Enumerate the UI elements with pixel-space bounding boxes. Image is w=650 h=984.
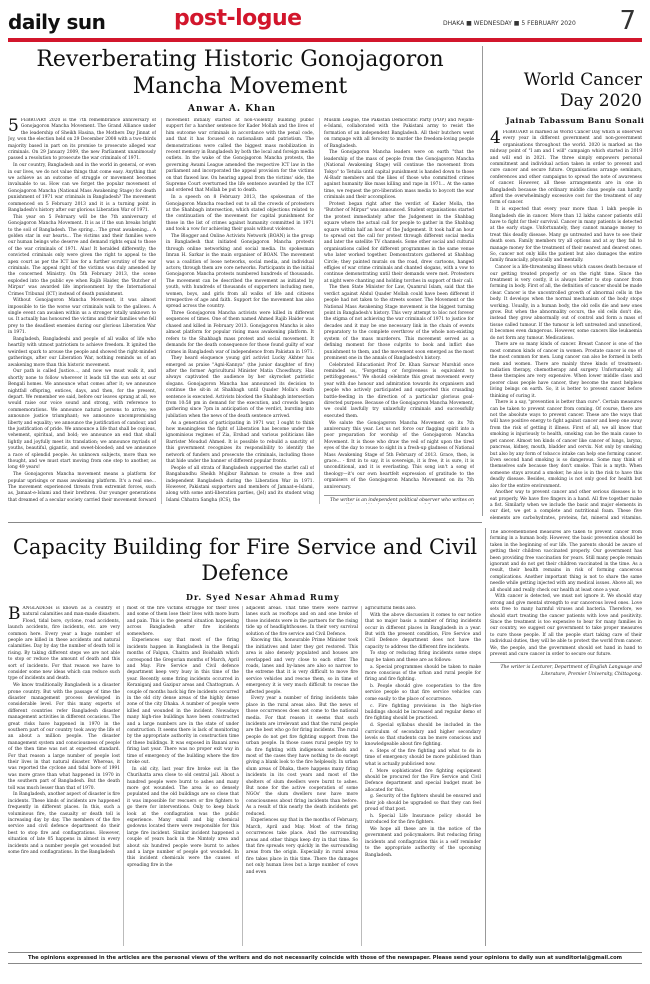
- article1-paragraph: Three Gonojagoron Mancha activists were killed in different sequences of times. One of them named Ahmed Rajib Haider was chased and killed in February 2013. Gonojagoron Mancha is also almost platform for popular rising mass awakening platform. It refers to the Shahbagh mass protest and social movement. It demands for the death consequence for those found guilty of war crimes in Bangladesh war of independence from Pakistan in 1971.: [166, 311, 314, 355]
- sidebar-writer-note: The writer is Lecturer, Department of English Language and Literature, Premier University, Chittagong.: [490, 662, 642, 677]
- article2-list-item: h. Special Life Insurance policy should be introduced for the fire fighters.: [365, 813, 481, 826]
- sidebar-paragraph: FEBRUARY is marked as World Cancer Day which is observed every year in different government and non-government organisations throughout the world. 2020 is marked as the midway point of "I am and I will" campaign which started in 2019 and will end in 2021. The three simply empowers personal commitment and individual action taken in order to prevent and cure cancer and secure future. Organisations arrange seminars, conferences and other campaigns to spread the note of awareness of cancer. However, all these arrangements are in one in Bangladesh because the ordinary middle class people can hardly afford the overwhelmingly excessive cost for the treatment of any form of cancer.: [490, 130, 642, 206]
- article2-list-item: f. More sophisticated fire fighting equipment should be procured for the Fire Service and Civil Defence department and special budget must be allocated for this.: [365, 768, 481, 793]
- article1-col3: [324, 118, 474, 504]
- article1-paragraph: The Gonojagoron Mancha movement means a platform for popular uprisings or mass awakening platform. It's a real one... The movement experienced threats from extremist forces, such as, Jamaat-e-Islami and their brethren. Our younger generations that dreamed of a secular society carried their movement forward: [8, 472, 156, 503]
- sidebar-byline: Jainab Tabassum Banu Sonali: [506, 116, 645, 125]
- sidebar-column-continued: [490, 530, 642, 946]
- article2-headline: Capacity Building for Fire Service and Civil Defence: [12, 535, 478, 585]
- sidebar-paragraph: There is a say, "prevention is better than cure". Certain measures can be taken to prevent cancer from coming. Of course, there are not the absolute ways to prevent cancer. These are the ways that will have positive energy to fight against cancer and keep one away from the risk of getting it illness. First of all, we all know that smoking is injuriously to health, smoking can be the main cause to get cancer. Almost ten kinds of cancer like cancer of lungs, larynx, pancreas, kidney, mouth, bladder and cervix. Not only by smoking but also by any form of tobacco intake can help one forming cancer. Even second hand smoking is so dangerous. Some may think of themselves safe because they don't smoke. This is a myth. When someone stays around a smoker, he also is in the risk to have this deadly disease. Besides, smoking is not only good for health but also for the entire environment.: [490, 400, 642, 489]
- article2-list-item: c. Fire fighting provisions in the high-rise buildings should be increased and regular demo of fire fighting should be practiced.: [365, 703, 481, 722]
- article2-paragraph: We know traditionally Bangladesh is a disaster prone country. But with the passage of time the disaster management process developed in considerable level. For this many experts of different countries refer Bangladesh disaster management activities in different occasions. The great risks have happened in 1970 in the southern part of our country took away the life of an about a million people. The disaster management system and consciousness of people of the then time was not at expected standard. For that reason a large number of people lost their lives in that natural disaster. Whereas, it was reported the cyclone and tidal bore of 1991 was more grave than what happened in 1970 in the southern part of Bangladesh. But the death toll was much lesser than that of 1970.: [8, 683, 120, 791]
- article1-col2: [166, 118, 314, 504]
- article2-paragraph: We hope all these are in the notice of the government and policymakers. But reducing firing incidents and conflagration this is a self reminder to the appropriate authority of the upcoming Bangladesh.: [365, 827, 481, 858]
- section-rule: [8, 522, 482, 523]
- article2-paragraph: ANGLADESH is known as a country of natural calamities and man-made disasters. Flood, tidal bore, cyclone, road accidents, launch accidents, fire incidents, etc. are very common here. Every year a huge number of people are killed in these accidents and natural calamities. Day by day the number of death toll is rising. By taking different steps we are not able to stop or reduce the amount of death and this sort of incidents. For that reason we have to consider some new ideas which can reduce such type of incidents and death.: [8, 606, 120, 682]
- masthead-rule: [8, 38, 642, 42]
- sidebar-paragraph: Another way to prevent cancer and other serious diseases is to eat properly. We have five fingers in a hand. All five together make a fist. Similarly when we include the basic and major elements in our diet, we get a complete and nutritional foam. These five elements are carbohydrates, proteins, fat, mineral and vitamins.: [490, 490, 642, 521]
- article1-paragraph: Protest began right after the verdict of Kader Molla, the "Butcher of Mirpur" was announced. Student organisations started the protest immediately after the Judgement in the Shahbag square where the actual call for people to gather in the Shahbag square within half an hour of the Judgement. It took half an hour to spread out the call for protest through different social media and later the satellite TV channels. Some other social and cultural organisations called for different programmes in the same venue who later worked together. Demonstrators gathered at Shahbag Circle; they painted murals on the road, drew cartoons, hanged effigies of war crime criminals and chanted slogans, with a vow to continue demonstrating until their demands were met. Protesters at night were chanting and holding torches in support of their call.: [324, 201, 474, 284]
- article1-paragraph: Bangladesh, Bangladeshi and people of all walks of life who heartily with utmost patriotism to achieve freedom. It ignited the weirdest spark to arouse the people and showed the right-minded gatherings, after our Liberation War, nothing reminds us of an awakening more than this historic movement.: [8, 337, 156, 368]
- article2-list-item: b. People should give cooperation to the fire service people so that fire service vehicles can come easily to the place of occurrence.: [365, 684, 481, 702]
- article1-paragraph: Muslim League, the Pakistan Democratic Party (PDP) and Nejam-e-Islami, collaborated with the Pakistani army to resist the formation of an independent Bangladesh. All their butchers went on rampage with all ferocity to murder the freedom-loving people of Bangladesh.: [324, 118, 474, 149]
- article2-paragraph: Every year a number of firing incidents take place in the rural areas also. But the news of those occurrences does not come to the national media. For that reason it seems that such incidents are irrelevant and that the rural people are the best who go for firing incidents. The rural people do not get fire fighting support from the urban people. In those cases rural people try to do fire fighting with indigenous methods and most of the cases they have nothing to do except giving a blank look to the fire helplessly. In urban slum areas of Dhaka, there happens many firing incidents in its cost years and most of the shelters of slum dwellers were burnt to ashes. But none for the active cooperation of some NGOs' the slum dwellers now have more consciousness about firing incidents than before. As a result of this nearly the death incidents get reduced.: [246, 696, 358, 817]
- article2-paragraph: In Bangladesh, another aspect of disaster is fire incidents. These kinds of incidents are happened frequently in different places. In this, such a voluminous fire, the casualty or death toll is increasing day by day. The members of the fire service and civil defence department do their best to stop fire and conflagrations. However, situation of late 05 happens in almost in every incidents and a number people get wounded but some fire and conflagrations. In the Bangladesh: [8, 792, 120, 856]
- article1-paragraph: The Blogger and Online Activists Network (BOAN) is the group in Bangladesh that initiated Gonojagoron Mancha protests through online networking and social media. Its spokesman Imran H. Sarkar is the main organiser of BOAN. The movement was a coalition of loose networks, social media, and individual actors; through them are core networks. Participants in the initial Gonojagoron Mancha protests numbered hundreds of thousands. The movement can be described the movement as initiated by youth, with hundreds of thousands of supporters including men, women, boys, and girls from all walks of life and citizens irrespective of age and faith. Support for the movement has also spread across the country.: [166, 233, 314, 310]
- article2-col3: [246, 606, 358, 946]
- article1-dropcap: 5: [8, 118, 19, 136]
- article1-paragraph: movement initially started at non-violently building public support for a harsher sentence for Kader Mollah and the lives of him outcome war criminals in accordance with the penal code, and that it has focused on nationalism and patriotism. The demonstrations were called the biggest mass mobilization in recent memory in Bangladesh by both the local and foreign media outlets. In the wake of the Gonojagoron Mancha protests, the governing Awami League amended the respective ICT law in the parliament and incorporated the appeal provision for the victims on that flawed law. On hearing appeal from the victims' side, the Supreme Court overturned the life sentence awarded by the ICT and ordered that Mollah be put to death.: [166, 118, 314, 194]
- article2-paragraph: Experiences say that in the months of February, March, April and May. Most of the firing occurrences take place. And the surrounding areas and other things keep dry in that time. So that fire spreads very quickly in the surrounding areas from the origin. Especially in rural areas fire takes place in this time. There the damages not only human lives but a large number of cows and even: [246, 818, 358, 875]
- article2-list-item: d. Special syllabus should be included in the curriculum of secondary and higher secondary levels so that students can be more conscious and knowledgeable about fire fighting.: [365, 723, 481, 748]
- article1-paragraph: People of all strata of Bangladesh supported the starlet call of Bangabandhu Sheikh Mujibur Rahman to create a free and independent Bangladesh during the Liberation War in 1971. However, Pakistani supporters and members of Jamaat-e-Islami, along with some anti-liberation parties, (JeI) and its student wing Islami Chhatra Sangha (ICS), the: [166, 465, 314, 503]
- article1-paragraph: FEBRUARY 2020 is the 7th remembrance anniversary of Gonojagoron Mancha Movement. The Grand Alliance under the leadership of Sheikh Hasina, the Mothers Day Jinnat of Joy, won the election held on 29 December 2008 with a two-thirds majority based in part on its promise to prosecute alleged war criminals. On 29 January 2009, the new Parliament unanimously passed a resolution to prosecute the war criminals of 1971.: [8, 118, 156, 162]
- article2-paragraph: adjacent areas. That time there were narrow lanes such as rooftops and on and one broke of those incidents were in the partners for the rising tide up of headlighthouses. In their very survival solution of the fire service and Civil Defence.: [246, 606, 358, 637]
- opinion-disclaimer: The opinions expressed in the articles are the personal views of the writers and do not necessarily coincide with those of the newspaper. Please send your opinions to daily sun at sunditorial@gmail.com: [8, 952, 642, 964]
- article2-paragraph: Knowing this, honourable Prime Minister took the initiatives and later they got restored. This area is also densely populated and houses are overlapped and very close to each other. The roads, lanes and by-lanes are also so narrow to the extreme that it is very difficult to move fire service vehicles and rescue them, so in time of emergency it is very much difficult to rescue the affected people.: [246, 638, 358, 695]
- article2-list-item: g. Security of the fighters should be ensured and their job should be upgraded so that they can feel proud of that post.: [365, 794, 481, 813]
- article2-byline: Dr. Syed Nesar Ahmad Rumy: [186, 592, 340, 602]
- article2-list-item: e. Steps of the fire fighting and what to do in time of emergency should be more publicised than what is actually publicised now.: [365, 749, 481, 767]
- sidebar-column: [490, 130, 642, 522]
- article1-headline: Reverberating Historic Gonojagoron Mancha Movement: [36, 47, 444, 99]
- article1-paragraph: In our country, Bangladesh and in the world in general, or even in our lives, we do not value things that come easy. Anything that we achieve as an outcome of struggle or movement becomes invaluable to us. How can we forget the popular movement of Gonojagoron Mancha (National Mass Awakening Stage) for death punishment of 1971 war criminals in Bangladesh? The movement commenced on 5 February 2013 and it is a turning point in Bangladesh's history after our glorious Liberation War of 1971.: [8, 163, 156, 213]
- article1-paragraph: The Gonojagoron Mancha leaders were on earth "that the leadership of the mass of people from the Gonojagoron Mancha (National Awakening Stage) will continue the movement from Tokyo" to Tetulia until capital punishment is handed down to those Al-Badr members and the likes of those who committed crimes against humanity like mass killing and rape in 1971... At the same time, we request the pro-liberation mass media to boycott the war criminals and their accomplices.: [324, 150, 474, 201]
- article2-dropcap: B: [8, 606, 21, 624]
- article2-col1: [8, 606, 120, 946]
- sidebar-dropcap: 4: [490, 130, 501, 148]
- sidebar-paragraph: Cancer is a life-threatening illness which causes death because of our getting treated properly or on the right time. Since the treatment is very costly, it is always better to stop cancer from forming in body. First of all, the definition of cancer should be made clear. Cancer is the uncontrolled growth of abnormal cells in the body. It develops when the normal mechanism of the body stops working. Usually, in a human body, the old cells die and new ones grow. But when the abnormality occurs, the old cells don't die, instead they grow abnormally out of control and form a mass of tissue called tumour. If the tumour is left untreated and unnoticed, it becomes even dangerous. However, some cancers like leukaemia do not form any tumour. Medications.: [490, 265, 642, 341]
- article2-col2: [127, 606, 239, 946]
- article1-col1: [8, 118, 156, 504]
- section-title: post-logue: [174, 6, 302, 31]
- page-number: 7: [619, 6, 636, 36]
- sidebar-divider: [485, 528, 486, 946]
- article1-paragraph: They heard eloquence young girl activist Lucky Akhter has emerged as praise "Agni-Kannya" (the junior daughter of fire) after the former Agricultural Minister Matia Chowdhury. Has always captivated the audience by her skyrocket patriotic slogans. Gonojagoron Mancha has announced its decision to continue the sit-in at Shahbagh until Quader Molla's death sentence is executed. Activists blocked the Shahbagh intersection from 10:58 pm in demand for the execution, and crowds began gathering since 7pm in anticipation of the verdict, bursting into jubilation when the news of the death sentence arrived.: [166, 356, 314, 419]
- column-divider: [242, 606, 243, 946]
- column-divider: [161, 118, 162, 504]
- article2-paragraph: most of the fire victims struggle for their lives and some of them lose their lives with more burn and pain. This is the general situation happening across Bangladesh after fire incidents somewhere.: [127, 606, 239, 637]
- article1-paragraph: Without Gonojagoron Mancha Movement, it was almost impossible to tie the worse war criminals walk to the gallows. A single event can awaken within us a stronger totally unknown to us. It actually has honoured the victims and their families who fell prey to the deadliest enemies during our glorious Liberation War in 1971.: [8, 298, 156, 336]
- sidebar-divider: [482, 46, 483, 516]
- article1-byline: Anwar A. Khan: [188, 104, 276, 114]
- column-divider: [319, 118, 320, 504]
- article1-paragraph: As a generation of participating in 1971 war, I ought to think how meaningless the fight of Liberation has become under the ignominious regimes of Zia, Ershad and various politicians like Barrister Moudud Ahmed. It is possible to rebuild a sanctity of this government recognizes its responsibility to identify the network of funders and prosecute the criminals, including those that hide under the banner of different popular fronts.: [166, 420, 314, 465]
- article1-paragraph: This year on 5 February will be the 7th anniversary of Gonojagoron Mancha Movement. It is as if the sun breaks bright to the soil of Bangladesh. The spring... The great awakening... A golden star in our hearts... The victims and their families were our human beings who deserve and demand rights equal to those of the war criminals of 1971. Alas! It heralded differently; the convicted criminals only were given the right to appeal to the apex court as per the ICT law for a further scrutiny of the war criminals. The appeal right of the victims was duly amended by the concerned Ministry. On 5th February 2013, the scene exploded into the public eye when Rajib Haider, the 'Butcher of Mirpur' was awarded life imprisonment by the International Crimes Tribunal (ICT) instead of death punishment.: [8, 214, 156, 297]
- article2-paragraph: In old city, last year fire broke out in the Churihatta area close to old central jail. About a hundred people were burnt to ashes and many more got wounded. The area is so densely populated and the old buildings are so close that it was impossible for rescuers or fire fighters to go there for interventions. Only to keep black look at the conflagration was the public experience. Many small and big chemical godowns located there were responsible for this large fire incident. Similar incident happened a couple of years back in the Nimtoly area and about six hundred people were burnt to ashes and a large number of people got wounded. In this incident chemicals were the causes of spreading fire in the: [127, 766, 239, 868]
- sidebar-paragraph: With cancer is detected, we must not ignore it. We should stay strong and give mental strength to our cancerous loved ones. Love sets free to many harmful viruses and bacteria. Therefore, we should start treating the cancer patients with love and positivity. Since the treatment is too expensive to bear for many families in our country, we suggest our government to take proper measures to cure those people. If all the people start taking care of their individual duties, they will be able to protect the world from cancer. We, the people, and the government should set hand in hand to prevent and cure cancer in order to secure our future.: [490, 594, 642, 658]
- article1-paragraph: Our path is called Justice..., and now we must walk it, and shortly none to follow wherever it leads till the sun sets at our Bengali homes. We announce what comes after it; we announce nightfall offspring, entices, days, and then, for the present, depart. We remember we said, before our leaves sprang at all, we would raise our voice sound and strong, with reference to commemorations. We announce natural persons to arrive; we announce justice triumphant; we announce uncompromising liberty and equality; we announce the justification of candour, and the justification of pride. We announce a life that shall be copious, vehement, spiritual, and bold; we announce an end that shall lightly and joyfully meet its translation; we announce myriads of youths, beautiful, gigantic, and sweet-blooded; and we announce a race of splendid people. As unknown subjects, more than we thought, and we must start moving from one step to another, as long 49 years!: [8, 369, 156, 471]
- column-divider: [361, 606, 362, 946]
- article1-paragraph: We salute the Gonojagoron Mancha Movement on its 7th anniversary this year. Let us not force our flagging spirit into a poor preparation for worship of the Gonojagoron Mancha Movement. It is those who draw the veil of night upon the tired eyes of the day to rouse to sight in a fresh-up gladness of National Mass Awakening Stage of 5th February of 2013. Grace, then, is grace... - first in to say, it is sovereign, it is free, it is sure, it is unconditional, and it is everlasting. This song isn't a song of theology—it's our own heartfelt expression of gratitude to the organisers of the Gonojagoron Mancha Movement on its 7th anniversary.: [324, 420, 474, 490]
- article1-writer-note: The writer is an independent political observer who writes on: [324, 495, 474, 504]
- newspaper-logo: daily sun: [8, 10, 106, 34]
- masthead: [8, 6, 642, 40]
- article2-paragraph: With the above discussion it comes to our notice that no major basis a number of firing incidents occur in different places in Bangladesh in a year. But with the present condition, Fire Service and Civil Defence department does not have the capacity to address the different fire incidents.: [365, 612, 481, 650]
- sidebar-paragraph: There are so many kinds of cancer. Breast Cancer is one of the most common kinds of cancer in women. Prostate cancer is one of the most common for men. Lung cancer can also be formed in both men and women. There are mainly three kinds of treatment: radiation therapy, chemotherapy and surgery. Unfortunately, all these therapies are very expensive. When lower middle class and poorer class people have cancer, they become the most helpless living beings on earth. So, it is better to prevent cancer before thinking of curing it.: [490, 342, 642, 399]
- article1-paragraph: Celebrated Educationist Prof Dr. Khan Sarwar Murshid once reminded us, "Forgetting or forgiveness is equivalent to pettifoggeness." We should celebrate this great movement every year with due honour and admiration towards its organisers and people who actively participated and supported this crusading battle-feeding in the direction of a particular glorious goal-directed purpose. Because of the Gonojagoron Mancha Movement, we could lawfully try unlawfully criminals and successfully executed them.: [324, 362, 474, 419]
- article2-paragraph: Experiences say that most of the firing incidents happen in Bangladesh in the Bengali months of Falgun, Chaitra and Boishakh which correspond the Gregorian months of March, April and May. Fire Service and Civil defence department keep very busy in this time of the year. Recently some firing incidents occurred in Keraniganj and Gazipur areas and Chattogram. A couple of months back big fire incidents occurred in the old city dense areas of the highly dense zone of the city Dhaka. A number of people were killed and wounded in the incident. Nowadays many high-rise buildings have been constructed and a large numbers are in the state of under construction. It seems there is lack of monitoring by the appropriate authority in construction time of these buildings. It was exposed in Banani area firing last year. There was no proper exit way in time of emergency of the building where the fire broke out.: [127, 638, 239, 766]
- sidebar-paragraph: It is expected that every year more than 1 lakh people in Bangladesh die in cancer. More than 12 lakhs cancer patients still have to fight for their survival. Cancer in many patients is detected at the early stage. Unfortunately, they cannot manage money to treat this deadly disease. Many go untreated and have to see their death soon. Family members try all options and at ay they fail to manage money for the treatment of their nearest and dearest ones. So, cancer not only kills the patient but also damages the entire family financially, physically and mentally.: [490, 207, 642, 264]
- sidebar-headline: World Cancer Day 2020: [523, 70, 642, 111]
- article2-col4: [365, 606, 481, 946]
- article1-paragraph: In a speech on 8 February 2013, the spokesman of the Gonojagoron Mancha reached out to all the crowds of protesters at the Shahbagh intersection, which stated objections related to the continuation of the movement for capital punishment for those in the list of crimes against humanity committed in 1971 and took a vow for achieving their goals without violence.: [166, 195, 314, 233]
- dateline: DHAKA ■ WEDNESDAY ■ 5 FEBRUARY 2020: [443, 20, 576, 27]
- column-divider: [123, 606, 124, 946]
- article1-paragraph: The then State Minister for Law, Quamrul Islam, said that the verdict against Abdul Quader Mollah could have been different if people had not taken to the streets sooner. The Movement or the National Mass Awakening Stage movement is the biggest turning point in Bangladesh's history. This very attempt to bloc not forever the stigma of not achieving the war criminals of 1971 to justice for decades and it may be one necessary link in the chain of events preparatory to the complete overthrow of the whole non-existing system of the mass murderers. This movement served as a defining moment for those culprits to book and inflict due punishment to them, and the movement soon emerged as the most prominent one in the annals of Bangladesh's history.: [324, 285, 474, 361]
- sidebar-paragraph: The abovementioned measures are taken to prevent cancer from forming in a human body. However, the basic prevention should be taken in the beginning of our life. The parents should be aware of getting their children vaccinated properly. Our government has been providing free vaccination for years. Still many people remain ignorant and do not get their children vaccinated in the time. As a result, their health remains in risk of forming cancerous complications. Another important thing is not to share the same needle while getting injected with any medical issues. Above all, we all should and really check our health at least once a year.: [490, 530, 642, 593]
- article2-list-item: a. Special programmes should be taken to make more conscious of the urban and rural people for firing and fire fighting.: [365, 664, 481, 683]
- article2-paragraph: agricultural fields also.: [365, 606, 417, 611]
- article2-paragraph: To stop or reducing firing incidents some steps may be taken and these are as follows:: [365, 651, 481, 663]
